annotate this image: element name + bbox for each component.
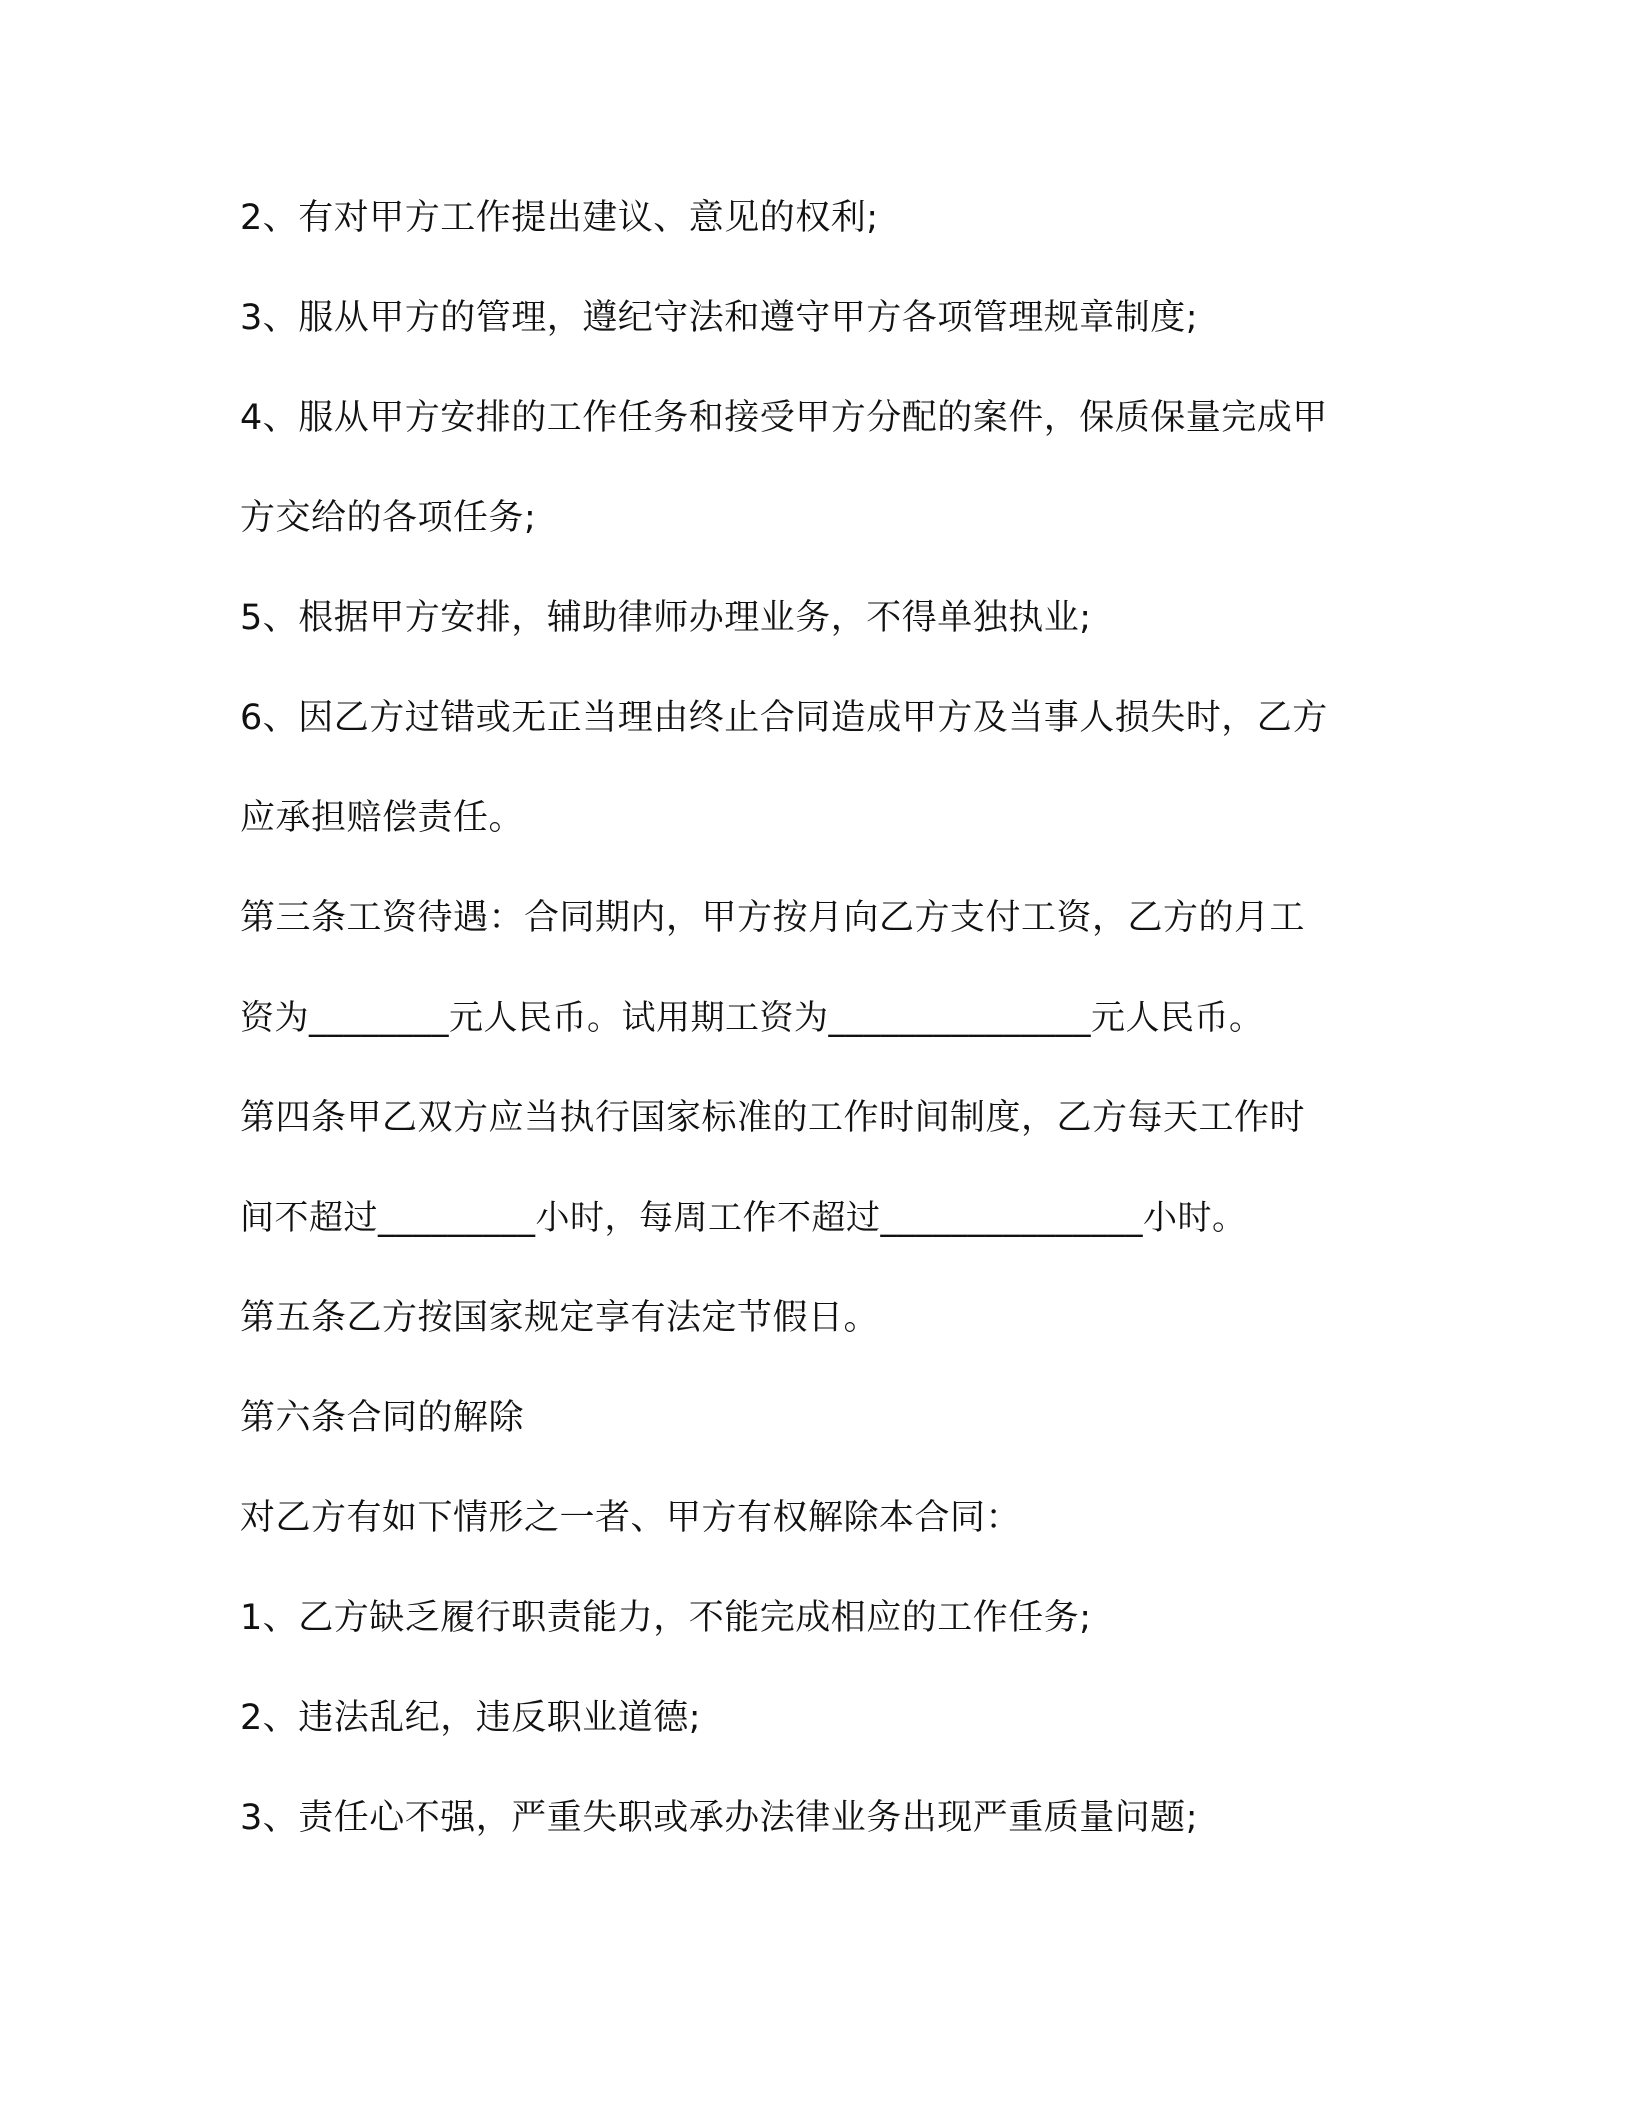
clause-3-obey-management: 3、服从甲方的管理，遵纪守法和遵守甲方各项管理规章制度; — [240, 298, 1199, 338]
clause-4-line-1: 4、服从甲方安排的工作任务和接受甲方分配的案件，保质保量完成甲 — [240, 398, 1328, 438]
clause-4-line-2: 方交给的各项任务; — [240, 498, 537, 538]
article-3-wages-line-1: 第三条工资待遇：合同期内，甲方按月向乙方支付工资，乙方的月工 — [240, 898, 1306, 938]
clause-6-line-1: 6、因乙方过错或无正当理由终止合同造成甲方及当事人损失时，乙方 — [240, 698, 1328, 738]
termination-intro: 对乙方有如下情形之一者、甲方有权解除本合同： — [240, 1498, 1022, 1538]
article-5-holidays: 第五条乙方按国家规定享有法定节假日。 — [240, 1298, 880, 1338]
clause-2-right-to-suggest: 2、有对甲方工作提出建议、意见的权利; — [240, 198, 879, 238]
termination-item-1: 1、乙方缺乏履行职责能力，不能完成相应的工作任务; — [240, 1598, 1092, 1638]
clause-6-line-2: 应承担赔偿责任。 — [240, 798, 525, 838]
termination-item-3: 3、责任心不强，严重失职或承办法律业务出现严重质量问题; — [240, 1798, 1199, 1838]
article-6-heading: 第六条合同的解除 — [240, 1398, 525, 1438]
article-4-hours-line-1: 第四条甲乙双方应当执行国家标准的工作时间制度，乙方每天工作时 — [240, 1098, 1306, 1138]
clause-5-assist-lawyers: 5、根据甲方安排，辅助律师办理业务，不得单独执业; — [240, 598, 1092, 638]
article-4-hours-line-2: 间不超过_________小时，每周工作不超过_______________小时。 — [240, 1198, 1247, 1238]
article-3-wages-line-2: 资为________元人民币。试用期工资为_______________元人民币。 — [240, 998, 1264, 1038]
termination-item-2: 2、违法乱纪，违反职业道德; — [240, 1698, 702, 1738]
